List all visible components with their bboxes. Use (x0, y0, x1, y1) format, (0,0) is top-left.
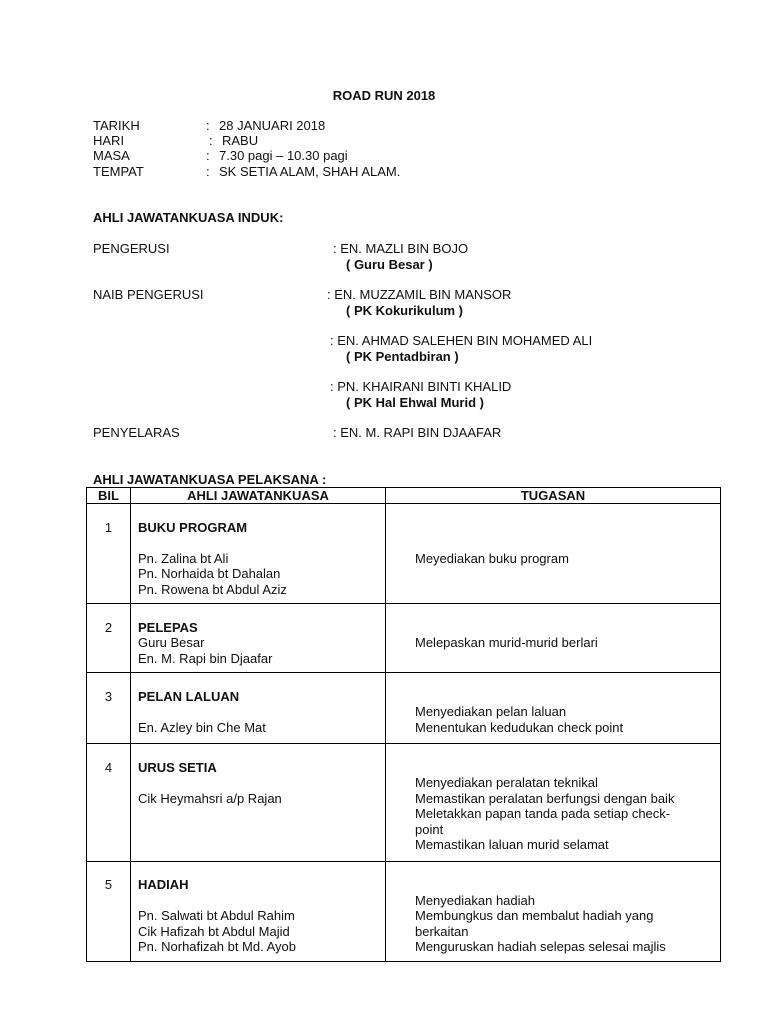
header-ajk: AHLI JAWATANKUASA (131, 488, 386, 504)
info-label-hari: HARI (93, 133, 125, 148)
tugasan-line (415, 566, 720, 582)
cell-tugasan (386, 673, 721, 744)
tugasan-line: Meyediakan buku program (415, 550, 569, 566)
tugasan-line: point (415, 821, 444, 837)
cell-tugasan (386, 604, 721, 673)
penyelaras-label: PENYELARAS (93, 425, 180, 440)
tugasan-line: Memastikan laluan murid selamat (415, 837, 609, 852)
cell-bil (87, 504, 131, 604)
naib-role-1: ( PK Kokurikulum ) (346, 303, 464, 318)
committee-line (138, 893, 385, 909)
pengerusi-role: ( Guru Besar ) (346, 257, 433, 272)
committee-line (138, 504, 385, 520)
committee-line (138, 862, 385, 878)
cell-bil (87, 604, 131, 673)
info-label-tempat: TEMPAT (93, 164, 144, 179)
cell-ajk (131, 504, 386, 604)
tugasan-line (415, 673, 720, 689)
tugasan-line: Menyediakan peralatan teknikal (415, 775, 598, 790)
tugasan-line (415, 520, 720, 536)
info-label-masa: MASA (93, 148, 130, 163)
committee-line (138, 673, 385, 689)
committee-line: Pn. Zalina bt Ali (138, 550, 229, 566)
bil-spacer (87, 744, 130, 760)
naib-label: NAIB PENGERUSI (93, 287, 204, 302)
pelaksana-heading: AHLI JAWATANKUASA PELAKSANA : (93, 472, 327, 487)
pengerusi-label: PENGERUSI (93, 241, 170, 256)
committee-title: URUS SETIA (138, 759, 217, 775)
bil-spacer (87, 673, 130, 689)
info-sep-tarikh: : (206, 118, 210, 133)
info-sep-masa: : (206, 148, 210, 163)
penyelaras-value: : EN. M. RAPI BIN DJAAFAR (333, 425, 502, 440)
info-value-masa: 7.30 pagi – 10.30 pagi (219, 148, 348, 163)
tugasan-line (415, 504, 720, 520)
committee-title: BUKU PROGRAM (138, 519, 248, 535)
table-row (87, 673, 721, 744)
pengerusi-value: : EN. MAZLI BIN BOJO (333, 241, 469, 256)
table-row (87, 861, 721, 961)
committee-line: Guru Besar (138, 635, 205, 650)
bil-number: 3 (104, 688, 113, 704)
tugasan-line (415, 651, 720, 667)
committee-line (138, 775, 385, 791)
bil-number: 4 (104, 759, 113, 775)
tugasan-line: Menyediakan hadiah (415, 892, 535, 908)
tugasan-line (415, 877, 720, 893)
info-label-tarikh: TARIKH (93, 118, 140, 133)
cell-ajk (131, 744, 386, 862)
committee-line (138, 806, 385, 822)
info-value-tempat: SK SETIA ALAM, SHAH ALAM. (219, 164, 401, 179)
naib-role-3: ( PK Hal Ehwal Murid ) (346, 395, 484, 410)
pelaksana-table (86, 487, 721, 962)
table-row (87, 604, 721, 673)
tugasan-line (415, 535, 720, 551)
committee-line: En. Azley bin Che Mat (138, 719, 266, 735)
bil-number: 2 (104, 619, 113, 635)
naib-value-3: : PN. KHAIRANI BINTI KHALID (330, 379, 512, 394)
tugasan-line: Membungkus dan membalut hadiah yang (415, 908, 654, 923)
committee-line (138, 535, 385, 551)
cell-ajk (131, 861, 386, 961)
committee-line (138, 604, 385, 620)
tugasan-line: berkaitan (415, 923, 469, 939)
tugasan-line (415, 744, 720, 760)
bil-spacer (87, 862, 130, 878)
cell-ajk (131, 673, 386, 744)
committee-line: En. M. Rapi bin Djaafar (138, 650, 273, 666)
naib-value-2: : EN. AHMAD SALEHEN BIN MOHAMED ALI (330, 333, 593, 348)
tugasan-line (415, 689, 720, 705)
committee-line (138, 822, 385, 838)
bil-spacer (87, 504, 130, 520)
cell-tugasan (386, 861, 721, 961)
committee-title: PELEPAS (138, 619, 198, 635)
tugasan-line: Menentukan kedudukan check point (415, 719, 624, 735)
committee-title: PELAN LALUAN (138, 688, 240, 704)
header-bil: BIL (87, 488, 131, 504)
info-value-tarikh: 28 JANUARI 2018 (219, 118, 326, 133)
table-row (87, 744, 721, 862)
committee-title: HADIAH (138, 877, 189, 892)
committee-line: Pn. Norhaida bt Dahalan (138, 566, 281, 581)
tugasan-line: Menyediakan pelan laluan (415, 704, 567, 719)
committee-line: Pn. Norhafizah bt Md. Ayob (138, 939, 297, 954)
tugasan-line: Meletakkan papan tanda pada setiap check- (415, 806, 671, 821)
cell-tugasan (386, 504, 721, 604)
table-header-row (87, 488, 721, 504)
committee-line: Cik Hafizah bt Abdul Majid (138, 923, 290, 939)
info-value-hari: RABU (222, 133, 259, 148)
bil-number: 5 (104, 877, 113, 892)
page-title: ROAD RUN 2018 (332, 88, 436, 103)
committee-line: Cik Heymahsri a/p Rajan (138, 790, 282, 806)
committee-line: Pn. Salwati bt Abdul Rahim (138, 908, 295, 923)
naib-value-1: : EN. MUZZAMIL BIN MANSOR (327, 287, 512, 302)
tugasan-line (415, 582, 720, 598)
induk-heading: AHLI JAWATANKUASA INDUK: (93, 210, 284, 225)
cell-ajk (131, 604, 386, 673)
committee-line: Pn. Rowena bt Abdul Aziz (138, 581, 287, 597)
info-sep-hari: : (209, 133, 213, 148)
table-row (87, 504, 721, 604)
cell-bil (87, 861, 131, 961)
bil-number: 1 (104, 519, 113, 535)
committee-line (138, 837, 385, 853)
tugasan-line: Melepaskan murid-murid berlari (415, 635, 598, 650)
tugasan-line (415, 760, 720, 776)
tugasan-line: Memastikan peralatan berfungsi dengan baik (415, 790, 675, 806)
cell-bil (87, 673, 131, 744)
naib-role-2: ( PK Pentadbiran ) (346, 349, 459, 364)
cell-tugasan (386, 744, 721, 862)
info-sep-tempat: : (206, 164, 210, 179)
bil-spacer (87, 604, 130, 620)
tugasan-line: Menguruskan hadiah selepas selesai majlis (415, 939, 666, 954)
tugasan-line (415, 620, 720, 636)
committee-line (138, 744, 385, 760)
cell-bil (87, 744, 131, 862)
tugasan-line (415, 604, 720, 620)
committee-line (138, 704, 385, 720)
header-tugasan: TUGASAN (386, 488, 721, 504)
tugasan-line (415, 862, 720, 878)
